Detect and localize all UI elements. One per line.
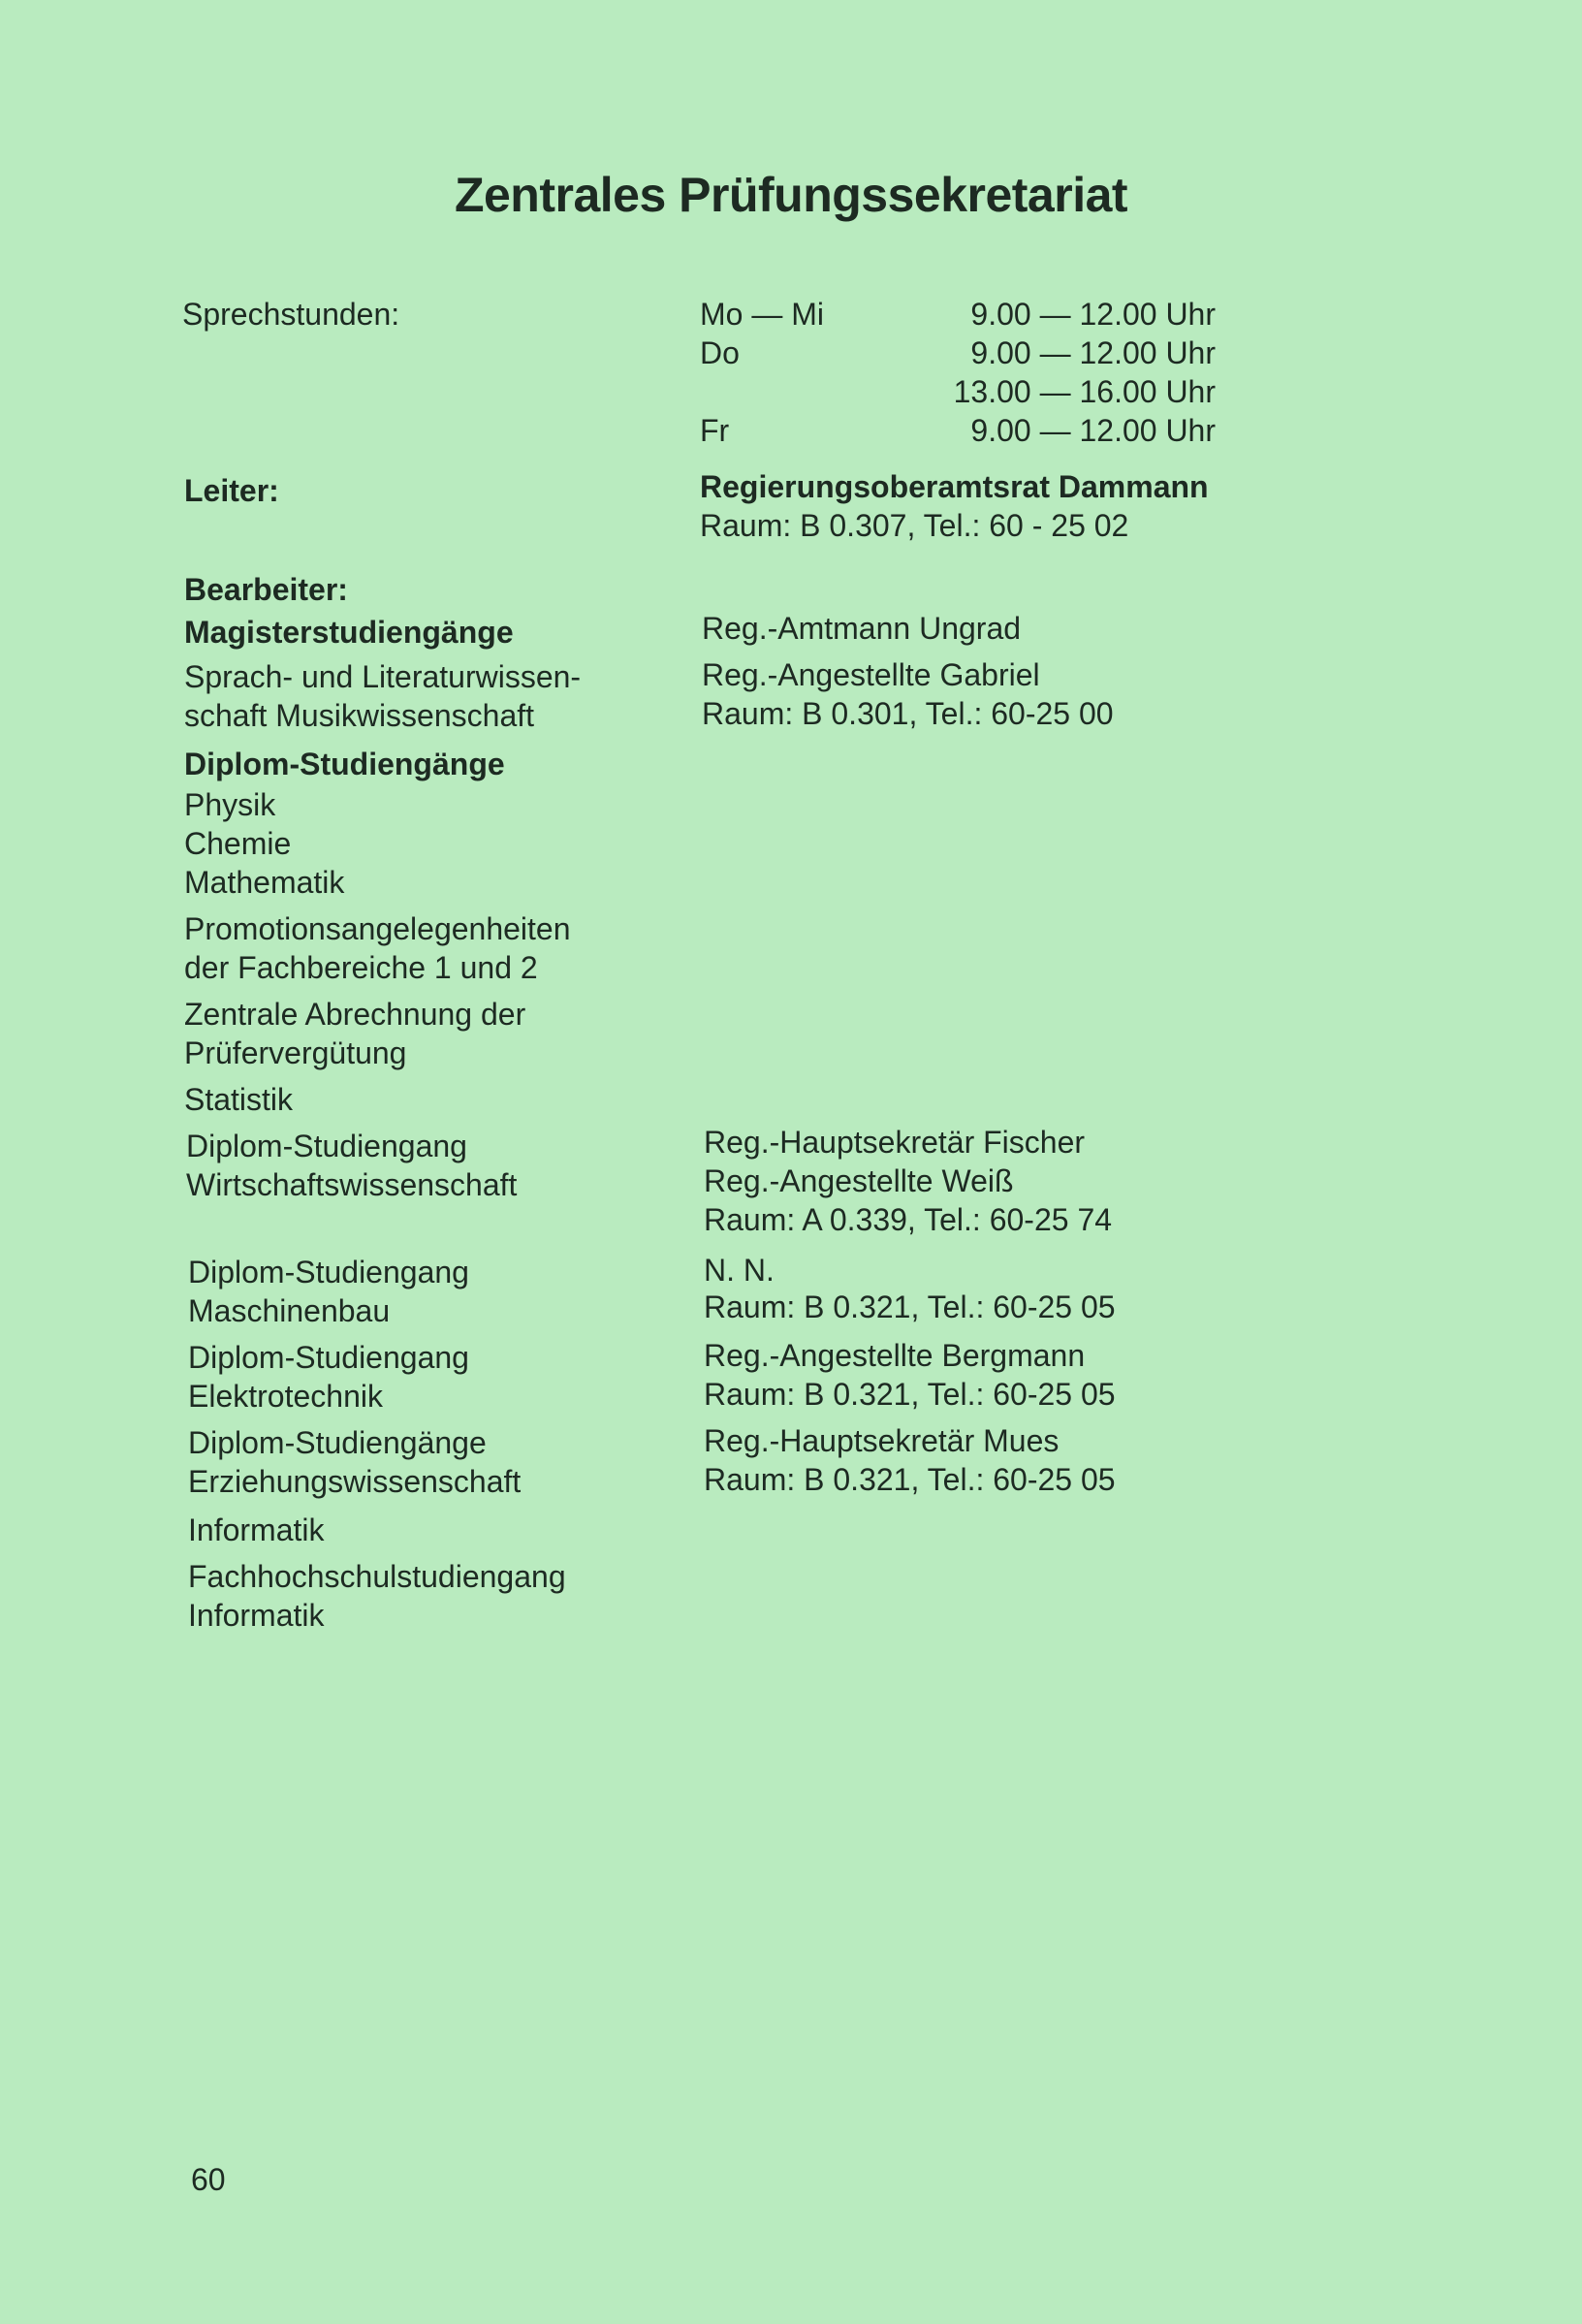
promotion-line: der Fachbereiche 1 und 2	[184, 950, 538, 985]
leiter-name: Regierungsoberamtsrat Dammann	[700, 469, 1209, 504]
staff-name: N. N.	[704, 1253, 775, 1288]
ew-line: Erziehungswissenschaft	[188, 1464, 522, 1499]
leiter-room: Raum: B 0.307, Tel.: 60 - 25 02	[700, 508, 1129, 543]
magister-line: Sprach- und Literaturwissen-	[184, 659, 582, 694]
subject-mathematik: Mathematik	[184, 865, 345, 900]
office-hours-time: 9.00 — 12.00 Uhr	[970, 335, 1216, 370]
diplom-heading: Diplom-Studiengänge	[184, 747, 505, 781]
magister-line: schaft Musikwissenschaft	[184, 698, 535, 733]
office-hours-time: 13.00 — 16.00 Uhr	[953, 374, 1216, 409]
subject-chemie: Chemie	[184, 826, 292, 861]
office-hours-day: Fr	[700, 413, 730, 448]
office-hours-time: 9.00 — 12.00 Uhr	[970, 413, 1216, 448]
subject-informatik: Informatik	[188, 1512, 325, 1547]
staff-room: Raum: B 0.301, Tel.: 60-25 00	[702, 696, 1114, 731]
office-hours-time: 9.00 — 12.00 Uhr	[970, 297, 1216, 332]
office-hours-day: Do	[700, 335, 740, 370]
ew-line: Diplom-Studiengänge	[188, 1425, 487, 1460]
staff-room: Raum: B 0.321, Tel.: 60-25 05	[704, 1377, 1116, 1412]
wiwi-line: Wirtschaftswissenschaft	[186, 1167, 518, 1202]
page-number: 60	[191, 2162, 226, 2197]
mb-line: Diplom-Studiengang	[188, 1255, 469, 1289]
subject-physik: Physik	[184, 787, 276, 822]
staff-room: Raum: B 0.321, Tel.: 60-25 05	[704, 1289, 1116, 1324]
fh-line: Fachhochschulstudiengang	[188, 1559, 566, 1594]
promotion-line: Promotionsangelegenheiten	[184, 911, 571, 946]
staff-name: Reg.-Angestellte Bergmann	[704, 1338, 1086, 1373]
magister-heading: Magisterstudiengänge	[184, 615, 514, 650]
staff-name: Reg.-Angestellte Gabriel	[702, 657, 1040, 692]
office-hours-label: Sprechstunden:	[182, 297, 400, 332]
staff-name: Reg.-Amtmann Ungrad	[702, 611, 1022, 646]
staff-room: Raum: A 0.339, Tel.: 60-25 74	[704, 1202, 1113, 1237]
abrechnung-line: Prüfervergütung	[184, 1035, 407, 1070]
subject-statistik: Statistik	[184, 1082, 294, 1117]
staff-name: Reg.-Angestellte Weiß	[704, 1163, 1014, 1198]
leiter-label: Leiter:	[184, 473, 279, 508]
abrechnung-line: Zentrale Abrechnung der	[184, 997, 526, 1032]
staff-name: Reg.-Hauptsekretär Fischer	[704, 1125, 1086, 1160]
page-title: Zentrales Prüfungssekretariat	[454, 168, 1128, 222]
bearbeiter-label: Bearbeiter:	[184, 572, 348, 607]
staff-name: Reg.-Hauptsekretär Mues	[704, 1423, 1060, 1458]
wiwi-line: Diplom-Studiengang	[186, 1129, 467, 1163]
staff-room: Raum: B 0.321, Tel.: 60-25 05	[704, 1462, 1116, 1497]
fh-line: Informatik	[188, 1598, 325, 1633]
mb-line: Maschinenbau	[188, 1293, 391, 1328]
office-hours-day: Mo — Mi	[700, 297, 824, 332]
et-line: Elektrotechnik	[188, 1379, 383, 1414]
et-line: Diplom-Studiengang	[188, 1340, 469, 1375]
